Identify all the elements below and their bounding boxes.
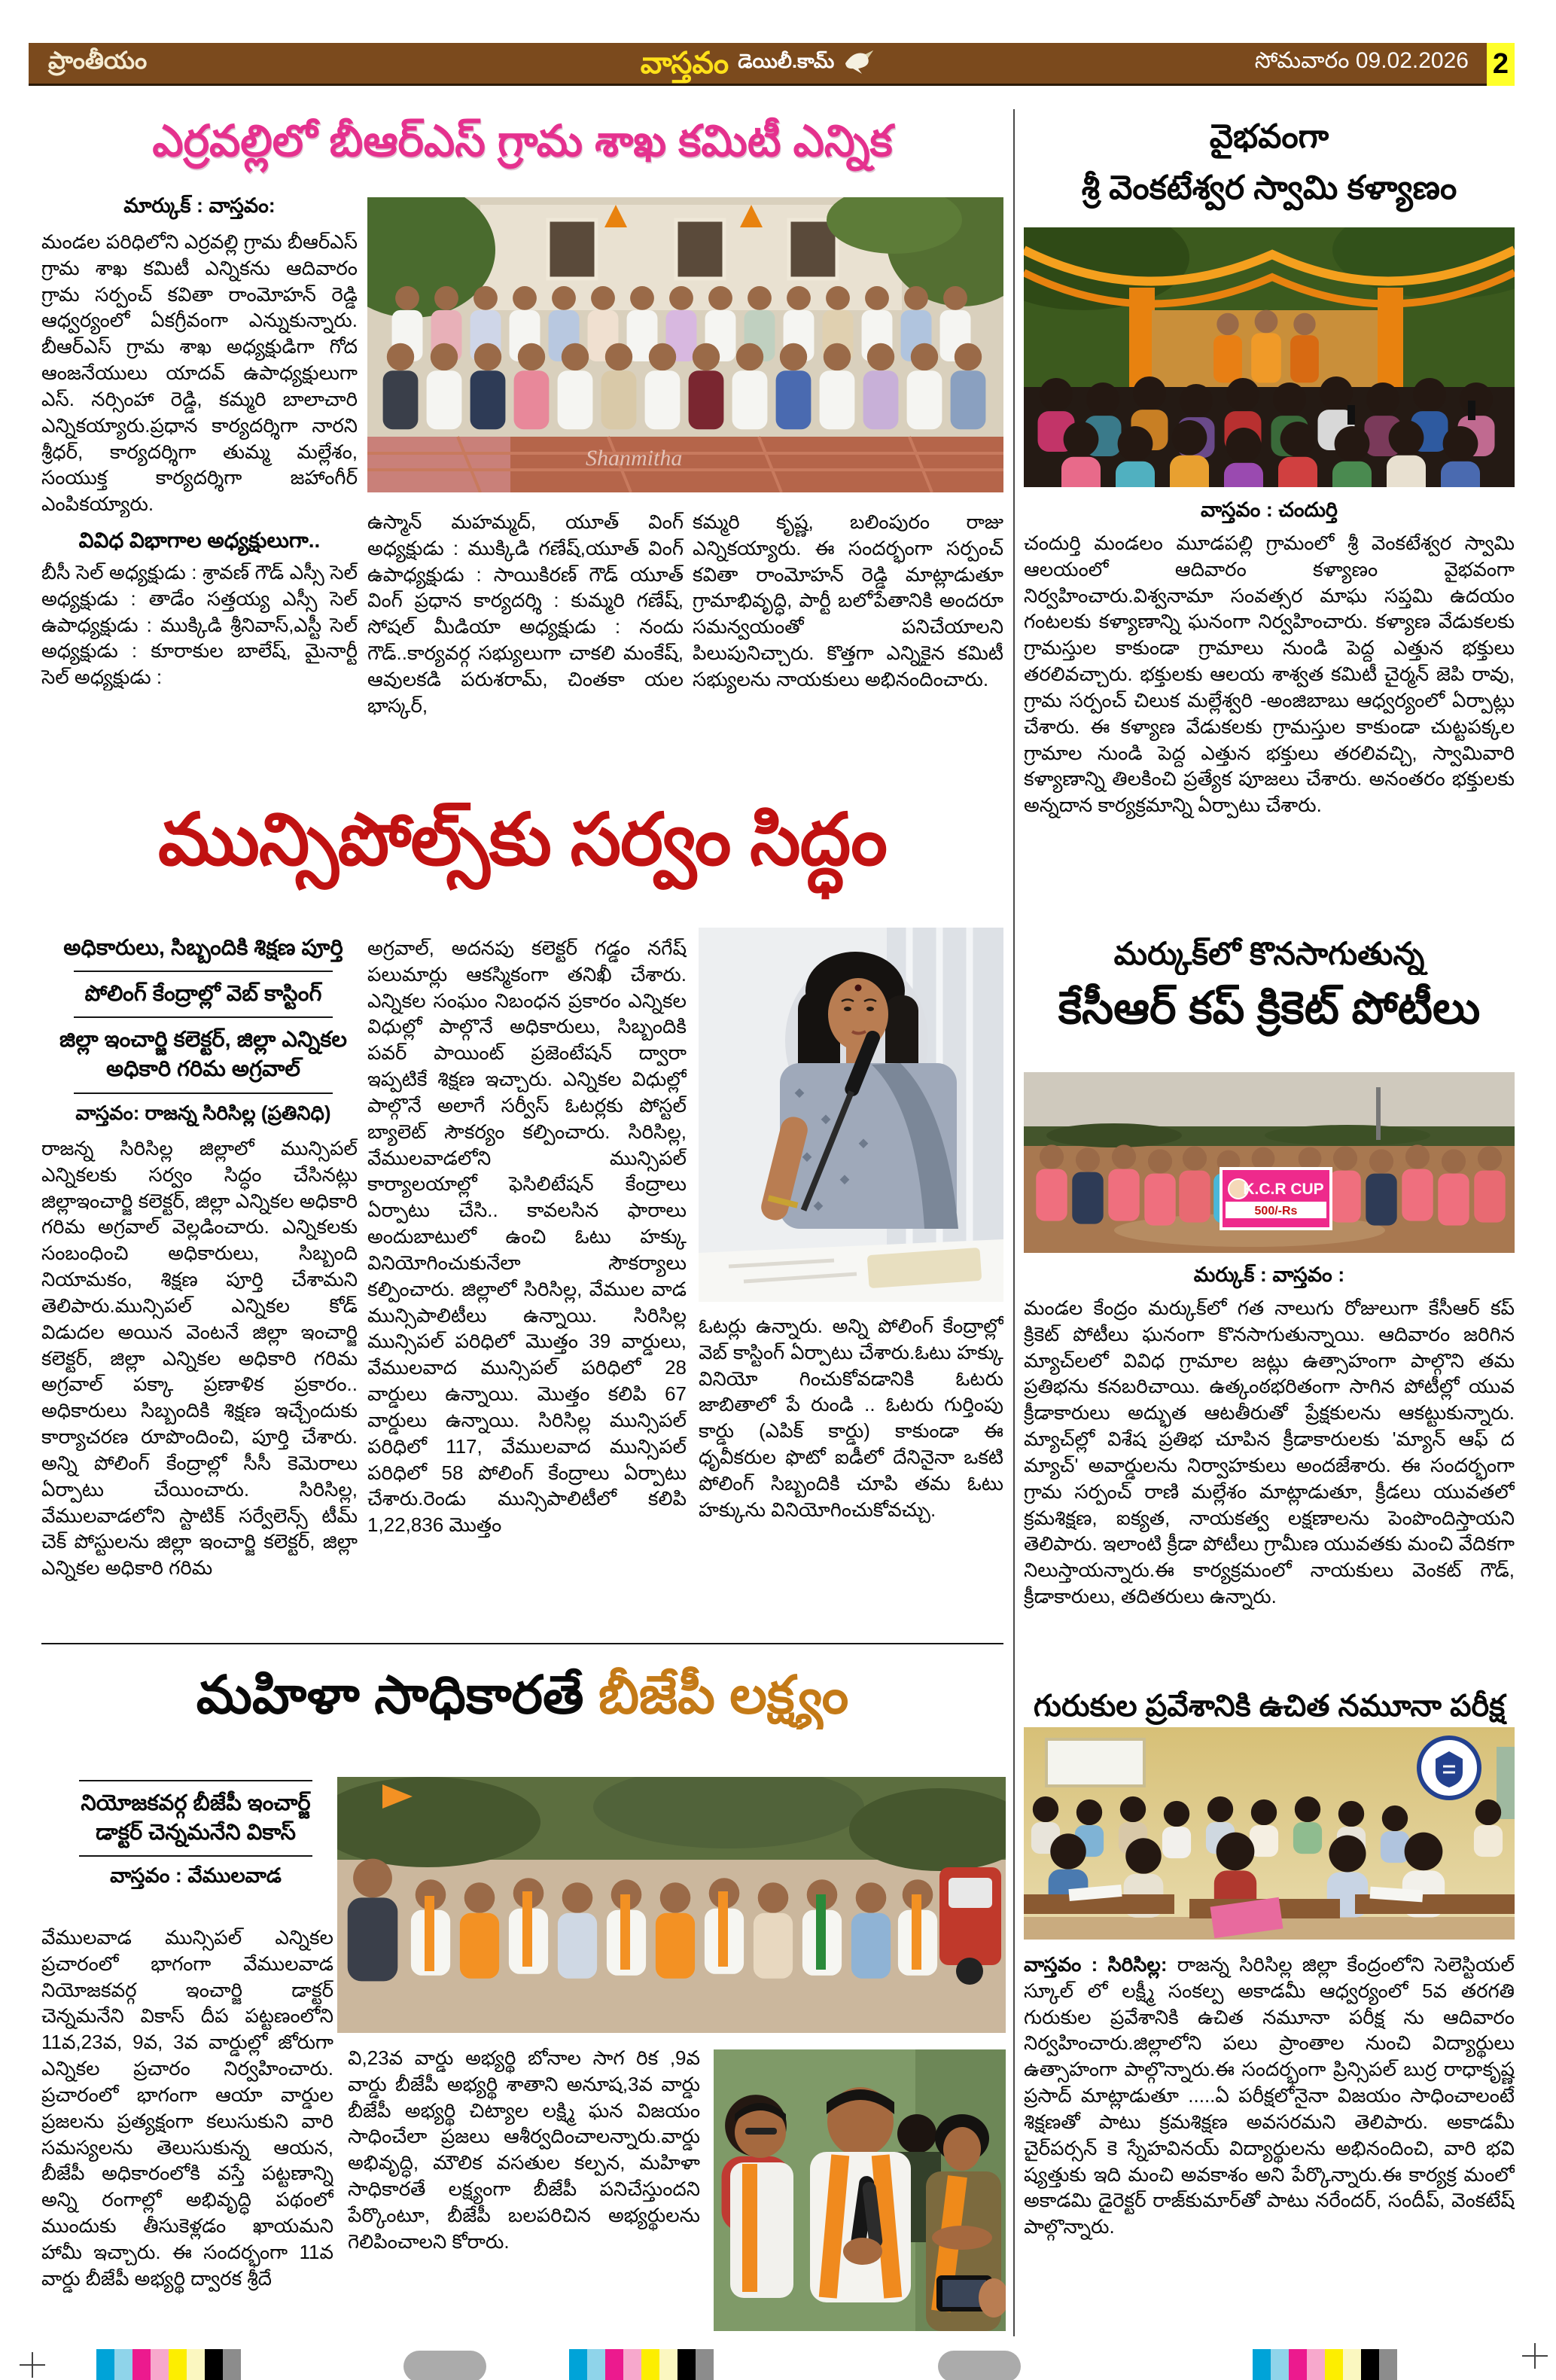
masthead-section-label: ప్రాంతీయం [48,46,148,74]
municipal-deck-line3: జిల్లా ఇంచార్జి కలెక్టర్, జిల్లా ఎన్నికల అధికారి గరిమ అగ్రవాల్ [59,1028,347,1082]
kcr-dateline: మర్కుక్ : వాస్తవం : [1193,1263,1345,1286]
deck-rule [74,1092,333,1094]
kcr-body: మండల కేంద్రం మర్కుక్‌లో గత నాలుగు రోజులుగా కేసీఆర్ కప్ క్రికెట్ పోటీలు ఘనంగా కొనసాగుతున్నాయి. ఆదివారం జరిగిన మ్యాచ్‌లలో వివిధ గ్రామాల జట్లు ఉత్సాహంగా పాల్గొని తమ ప్రతిభను కనబరిచాయి. ఉత్కంఠభరితంగా సాగిన పోటీల్లో యువ క్రీడాకారులు అద్భుత ఆటతీరుతో ప్రేక్షకులను ఆకట్టుకున్నారు. మ్యాచ్‌ల్లో విశేష ప్రతిభ చూపిన క్రీడాకారులకు 'మ్యాన్ ఆఫ్ ద మ్యాచ్' అవార్డులను నిర్వాహకులు అందజేశారు. ఈ సందర్భంగా గ్రామ సర్పంచ్ రాణి మల్లేశం మాట్లాడుతూ, క్రీడలు యువతలో క్రమశిక్షణ, ఐక్యత, నాయకత్వ లక్షణాలను పెంపొందిస్తాయని తెలిపారు. ఇలాంటి క్రీడా పోటీలు గ్రామీణ యువతకు మంచి వేదికగా నిలుస్తాయన్నారు.ఈ కార్యక్రమంలో నాయకులు వెంకట్ గౌడ్, క్రీడాకారులు, తదితరులు ఉన్నారు. [1024,1297,1515,1608]
municipal-column-3: ఓటర్లు ఉన్నారు. అన్ని పోలింగ్ కేంద్రాల్లో వెబ్ కాస్టింగ్ ఏర్పాటు చేశారు.ఓటు హక్కు వినియో గించుకోవడానికి ఓటరు జాబితాలో పే రుండి .. ఓటరు గుర్తింపు కార్డు (ఎపిక్ కార్డు) కాకుండా ఈ ధృవీకరుల ఫొటో ఐడీలో దేనినైనా ఒకటి పోలింగ్ సిబ్బందికి చూపి తమ ఓటు హక్కును వినియోగించుకోవచ్చు. [699,1315,1003,1521]
bjp-column-2: వి,23వ వార్డు అభ్యర్థి బోనాల సాగ రిక ,9వ వార్డు బీజేపీ అభ్యర్థి శాతాని అనూష,3వ వార్డు బీజేపీ అభ్యర్థి చిట్యాల లక్ష్మి ఘన విజయం సాధించేలా ప్రజలు ఆశీర్వదించాలన్నారు.వార్డు అభివృద్ధి, మౌలిక వసతుల కల్పన, మహిళా సాధికారతే లక్ష్యంగా బీజేపీ పనిచేస్తుందని పేర్కొంటూ, బీజేపీ బలపరిచిన అభ్యర్థులను గెలిపించాలని కోరారు. [348,2046,700,2253]
masthead-date: సోమవారం 09.02.2026 [1254,47,1469,73]
masthead-bar [29,43,1487,86]
municipal-column-2: అగ్రవాల్, అదనపు కలెక్టర్ గడ్డం నగేష్ పలుమార్లు ఆకస్మికంగా తనిఖీ చేశారు. ఎన్నికల సంఘం నిబంధన ప్రకారం ఎన్నికల విధుల్లో పాల్గొనే అధికారులు, సిబ్బందికి పవర్ పాయింట్ ప్రజెంటేషన్ ద్వారా ఇప్పటికే శిక్షణ ఇచ్చారు. ఎన్నికల విధుల్లో పాల్గొనే అలాగే సర్వీస్ ఓటర్లకు పోస్టల్ బ్యాలెట్ సౌకర్యం కల్పించారు. సిరిసిల్ల, వేములవాడలోని మున్సిపల్ కార్యాలయాల్లో ఫెసిలిటేషన్ కేంద్రాలు ఏర్పాటు చేసి.. కావలసిన ఫారాలు అందుబాటులో ఉంచి ఓటు హక్కు వినియోగించుకునేలా సౌకర్యాలు కల్పించారు. జిల్లాలో సిరిసిల్ల, వేముల వాడ మున్సిపాలిటీలు ఉన్నాయి. సిరిసిల్ల మున్సిపల్ పరిధిలో మొత్తం 39 వార్డులు, వేములవాద మున్సిపల్ పరిధిలో 28 వార్డులు ఉన్నాయి. మొత్తం కలిపి 67 వార్డులు ఉన్నాయి. సిరిసిల్ల మున్సిపల్ పరిధిలో 117, వేములవాద మున్సిపల్ పరిధిలో 58 పోలింగ్ కేంద్రాలు ఏర్పాటు చేశారు.రెండు మున్సిపాలిటీలో కలిపి 1,22,836 మొత్తం [367,937,687,1537]
kcr-cup-photo [1024,1072,1515,1253]
paper-suffix: డెయిలీ.కామ్ [738,49,835,72]
paper-name: వాస్తవం [640,47,729,80]
bjp-headline-black: మహిళా సాధికారతే [196,1665,598,1724]
municipal-deck-line2: పోలింగ్ కేంద్రాల్లో వెబ్ కాస్టింగ్ [84,982,322,1007]
cmyk-bar-2 [569,2349,714,2380]
kalyanam-dateline: వాస్తవం : చందుర్తి [1201,498,1338,521]
deck-rule [79,1780,312,1781]
kcr-banner-title: K.C.R CUP [1243,1181,1324,1198]
cmyk-bar-3 [1253,2349,1397,2380]
crop-mark-right [1522,2343,1548,2369]
brs-column-3: కమ్మరి కృష్ణ, బలింపురం రాజు ఎన్నికయ్యారు. ఈ సందర్భంగా సర్పంచ్ కవితా రాంమోహన్ రెడ్డి మాట్లాడుతూ గ్రామాభివృద్ధి, పార్టీ బలోపేతానికి అందరూ సమన్వయంతో పనిచేయాలని పిలుపునిచ్చారు. కొత్తగా ఎన్నికైన కమిటీ సభ్యులను నాయకులు అభినందించారు. [693,510,1003,690]
bjp-rally-photo [337,1777,1006,2033]
crop-mark-left [20,2352,45,2378]
kcr-headline-line1: మర్కుక్‌లో కొనసాగుతున్న [1113,936,1425,971]
kcr-headline-line2: కేసీఆర్ కప్ క్రికెట్ పోటీలు [1058,983,1481,1033]
school-logo [1419,1738,1479,1798]
bjp-dateline: వాస్తవం : వేములవాడ [110,1864,282,1888]
brs-para-2: బీసీ సెల్ అధ్యక్షుడు : శ్రావణ్ గౌడ్ ఎస్సీ సెల్ అధ్యక్షుడు : తాడేం సత్తయ్య ఎస్సీ సెల్ ఉపాధ్యక్షుడు : ముక్కిడి శ్రీనివాస్,ఎస్టీ సెల్ అధ్యక్షుడు : కూరాకుల బాలేష్, మైనార్టీ సెల్ అధ్యక్షుడు : [41,560,358,689]
municipal-column-1: రాజన్న సిరిసిల్ల జిల్లాలో మున్సిపల్ ఎన్నికలకు సర్వం సిద్ధం చేసినట్లు జిల్లాఇంచార్జి కలెక్టర్, జిల్లా ఎన్నికల అధికారి గరిమ అగ్రవాల్ వెల్లడించారు. ఎన్నికలకు సంబంధించి అధికారులు, సిబ్బంది నియామకం, శిక్షణ పూర్తి చేశామని తెలిపారు.మున్సిపల్ ఎన్నికల కోడ్ విడుదల అయిన వెంటనే జిల్లా ఇంచార్జి కలెక్టర్, జిల్లా ఎన్నికల అధికారి గరిమ అగ్రవాల్ పక్కా ప్రణాళిక ప్రకారం.. అధికారులు సిబ్బందికి శిక్షణ ఇచ్చేందుకు కార్యాచరణ రూపొందించి, పూర్తి చేశారు. అన్ని పోలింగ్ కేంద్రాల్లో సీసీ కెమెరాలు ఏర్పాటు చేయించారు. సిరిసిల్ల, వేములవాడలోని స్టాటిక్ సర్వేలెన్స్ టీమ్ చెక్ పోస్టులను జిల్లా ఇంచార్జి కలెక్టర్, జిల్లా ఎన్నికల అధికారి గరిమ [41,1137,358,1580]
headline-kalyanam [1024,111,1515,223]
municipal-deck-line1: అధికారులు, సిబ్బందికి శిక్షణ పూర్తి [63,936,343,960]
kcr-banner-price: 500/-Rs [1254,1205,1298,1217]
brs-column-1 [41,194,358,791]
headline-bjp [41,1661,1003,1729]
headline-brs-committee: ఎర్రవల్లిలో బీఆర్ఎస్ గ్రామ శాఖ కమిటీ ఎన్నిక [152,117,893,166]
brs-group-photo [367,197,1003,492]
bjp-headline-orange: బీజేపీ లక్ష్యం [598,1665,849,1724]
section-rule [41,1643,1003,1644]
headline-municipal: మున్సిపోల్స్‌కు సర్వం సిద్ధం [158,800,887,880]
kalyanam-headline-line1: వైభవంగా [1209,118,1329,155]
kalyanam-photo [1024,227,1515,487]
gurukula-dateline: వాస్తవం : సిరిసిల్ల: [1024,1953,1168,1976]
dove-logo-icon [843,48,875,79]
brs-subhead: వివిధ విభాగాల అధ్యక్షులుగా.. [78,529,321,553]
gray-registration-pill [403,2351,486,2380]
headline-gurukula: గురుకుల ప్రవేశానికి ఉచిత నమూనా పరీక్ష [1033,1690,1506,1723]
bjp-speech-photo [714,2049,1006,2331]
municipal-dateline: వాస్తవం: రాజన్న సిరిసిల్ల (ప్రతినిధి) [75,1101,331,1124]
brs-dateline: మార్కుక్ : వాస్తవం: [123,194,276,217]
column-divider [1013,109,1015,2336]
kalyanam-body: చందుర్తి మండలం మూడపల్లి గ్రామంలో శ్రీ వెంకటేశ్వర స్వామి ఆలయంలో ఆదివారం కళ్యాణం వైభవంగా నిర్వహించారు.విశ్వనామా సంవత్సర మాఘ సప్తమి ఉదయం గంటలకు కళ్యాణాన్ని ఘనంగా నిర్వహించారు. కళ్యాణ వేడుకలకు గ్రామస్తుల కాకుండా గ్రామాలు నుండి పెద్ద ఎత్తున భక్తులు తరలివచ్చారు. భక్తులకు ఆలయ శాశ్వత కమిటీ చైర్మన్ జెపి రావు, గ్రామ సర్పంచ్ చిలుక మల్లేశ్వరి -అంజిబాబు ఆధ్వర్యంలో ఏర్పాట్లు చేశారు. ఈ కళ్యాణ వేడుకలకు గ్రామస్తుల కాకుండా చుట్టపక్కల గ్రామాల నుండి పెద్ద ఎత్తున భక్తులు తరలివచ్చి, స్వామివారి కళ్యాణాన్ని తిలకించి ప్రత్యేక పూజలు చేశారు. అనంతరం భక్తులకు అన్నదాన కార్యక్రమాన్ని ఏర్పాటు చేశారు. [1024,532,1515,817]
deck-rule [74,1016,333,1018]
gray-registration-pill [938,2351,1021,2380]
cmyk-bar-1 [96,2349,241,2380]
photo-watermark: Shanmitha [586,446,683,471]
municipal-deck [53,934,354,1126]
deck-rule [79,1855,312,1857]
gurukula-classroom-photo [1024,1727,1515,1940]
kalyanam-headline-line2: శ్రీ వెంకటేశ్వర స్వామి కళ్యాణం [1081,169,1457,207]
municipal-collector-photo [699,928,1003,1302]
kcr-banner [1221,1169,1331,1229]
bjp-deck [60,1772,331,1915]
brs-column-2: ఉస్మాన్ మహమ్మద్, యూత్ వింగ్ అధ్యక్షుడు : ముక్కిడి గణేష్,యూత్ వింగ్ ఉపాధ్యక్షుడు : సాయికిరణ్ గౌడ్ యూత్ వింగ్ ప్రధాన కార్యదర్శి : కుమ్మరి గణేష్, సోషల్ మీడియా అధ్యక్షుడు : నందు గౌడ్..కార్యవర్గ సభ్యులుగా చాకలి మంకేష్, ఆవులకడి పరుశరామ్, చింతకా యల భాస్కర్, [367,510,684,717]
deck-rule [74,971,333,972]
bjp-column-1: వేములవాడ మున్సిపల్ ఎన్నికల ప్రచారంలో భాగంగా వేములవాడ నియోజకవర్గ ఇంచార్జి డాక్టర్ చెన్నమనేని వికాస్ దీప పట్టణంలోని 11వ,23వ, 9వ, 3వ వార్డుల్లో జోరుగా ఎన్నికల ప్రచారం నిర్వహించారు. ప్రచారంలో భాగంగా ఆయా వార్డుల ప్రజలను ప్రత్యక్షంగా కలుసుకుని వారి సమస్యలను తెలుసుకున్న ఆయన, బీజేపీ అధికారంలోకి వస్తే పట్టణాన్ని అన్ని రంగాల్లో అభివృద్ధి పథంలో ముందుకు తీసుకెళ్లడం ఖాయమని హామీ ఇచ్చారు. ఈ సందర్భంగా 11వ వార్డు బీజేపీ అభ్యర్థి ద్వారక శ్రీదే [41,1926,333,2290]
page-number-badge: 2 [1487,43,1515,86]
gurukula-body [1024,1952,1515,2337]
gurukula-body-text: రాజన్న సిరిసిల్ల జిల్లా కేంద్రంలోని సెలెస్టియల్ స్కూల్ లో లక్ష్మీ సంకల్ప అకాడమీ ఆధ్వర్యంలో 5వ తరగతి గురుకుల ప్రవేశానికి ఉచిత నమూనా పరీక్ష ను ఆదివారం నిర్వహించారు.జిల్లాలోని పలు ప్రాంతాల నుంచి విద్యార్థులు ఉత్సాహంగా పాల్గొన్నారు.ఈ సందర్భంగా ప్రిన్సిపల్ బుర్ర రాధాకృష్ణ ప్రసాద్ మాట్లాడుతూ .....ఏ పరీక్షలోనైనా విజయం సాధించాలంటే శిక్షణతో పాటు క్రమశిక్షణ అవసరమని తెలిపారు. అకాడమీ చైర్‌పర్సన్ కె స్నేహవినయ్ విద్యార్థులను అభినందించి, వారి భవి ష్యత్తుకు ఇది మంచి అవకాశం అని పేర్కొన్నారు.ఈ కార్యక్ర మంలో అకాడమి డైరెక్టర్ రాజ్‌కుమార్‌తో పాటు నరేందర్, సందీప్, వెంకటేష్ పాల్గొన్నారు. [1024,1953,1515,2238]
brs-para-1: మండల పరిధిలోని ఎర్రవల్లి గ్రామ బీఆర్ఎస్ గ్రామ శాఖ కమిటీ ఎన్నికను ఆదివారం గ్రామ సర్పంచ్ కవితా రాంమోహన్ రెడ్డి ఆధ్వర్యంలో ఏకగ్రీవంగా ఎన్నుకున్నారు. బీఆర్ఎస్ గ్రామ శాఖ అధ్యక్షుడిగా గోద ఆంజనేయులు యాదవ్ ఉపాధ్యక్షులుగా ఎస్. నర్సింహా రెడ్డి, కమ్మరి బాలాచారి ఎన్నికయ్యారు.ప్రధాన కార్యదర్శిగా నారని శ్రీధర్, కార్యదర్శిగా తుమ్మ మల్లేశం, సంయుక్త కార్యదర్శిగా జహాంగీర్ ఎంపికయ్యారు. [41,230,358,516]
bjp-deck-line: నియోజకవర్గ బీజేపీ ఇంచార్జ్ డాక్టర్ చెన్నమనేని వికాస్ [81,1791,311,1845]
